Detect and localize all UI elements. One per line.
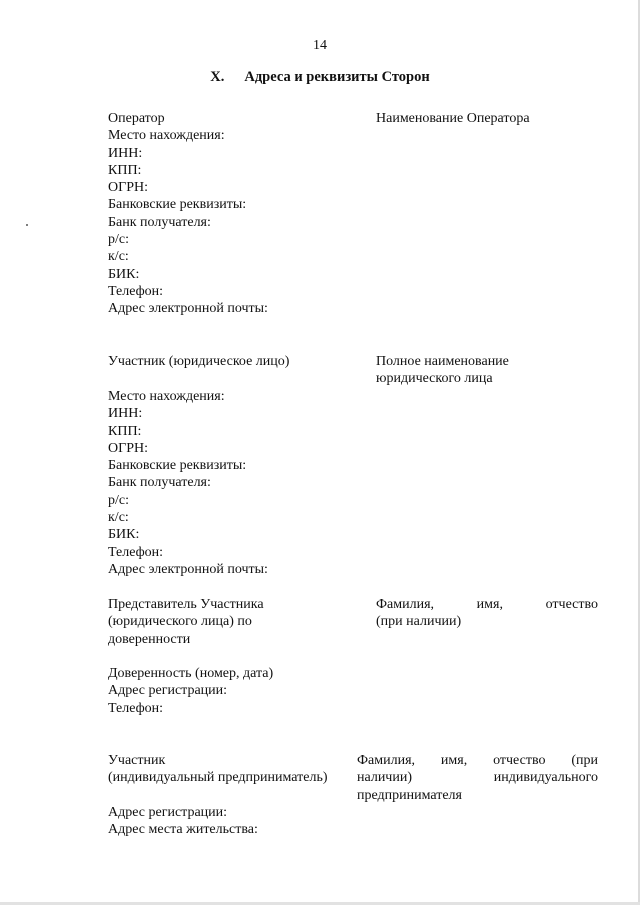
operator-field: Банк получателя: <box>108 214 211 230</box>
individual-label-line: (индивидуальный предприниматель) <box>108 770 328 786</box>
representative-block <box>108 665 353 717</box>
representative-field: Доверенность (номер, дата) <box>108 666 274 681</box>
legal-entity-label: Участник (юридическое лицо) <box>108 354 290 369</box>
operator-field: Телефон: <box>108 283 164 299</box>
individual-block <box>108 804 353 839</box>
operator-field: БИК: <box>108 266 140 282</box>
legal-entity-field: Банковские реквизиты: <box>108 458 247 474</box>
legal-entity-field: Адрес электронной почты: <box>108 561 268 577</box>
page-number: 14 <box>313 38 327 53</box>
legal-entity-field: р/с: <box>108 492 129 508</box>
section-title <box>0 69 640 86</box>
section-title-text: Адреса и реквизиты Сторон <box>244 69 430 85</box>
individual-name-placeholder <box>357 752 598 804</box>
section-number: X. <box>210 69 225 85</box>
operator-field: Адрес электронной почты: <box>108 301 268 317</box>
representative-label-line: (юридического лица) по <box>108 614 252 630</box>
representative-right-line: Фамилия, имя, отчество <box>376 597 598 612</box>
operator-field: к/с: <box>108 249 129 265</box>
operator-field: ИНН: <box>108 145 143 161</box>
operator-field: Место нахождения: <box>108 128 225 144</box>
operator-label: Оператор <box>108 111 165 126</box>
legal-entity-right-line: юридического лица <box>376 371 493 387</box>
representative-label-line: доверенности <box>108 631 191 647</box>
operator-field: КПП: <box>108 162 142 178</box>
individual-label-line: Участник <box>108 753 166 768</box>
representative-label <box>108 596 353 648</box>
operator-name-placeholder: Наименование Оператора <box>376 111 530 126</box>
operator-field: Банковские реквизиты: <box>108 197 247 213</box>
individual-field: Адрес регистрации: <box>108 805 228 820</box>
legal-entity-right-line: Полное наименование <box>376 354 509 369</box>
legal-entity-field: Телефон: <box>108 544 164 560</box>
individual-field: Адрес места жительства: <box>108 822 258 838</box>
individual-label <box>108 752 353 787</box>
legal-entity-field: ИНН: <box>108 406 143 422</box>
operator-field: ОГРН: <box>108 180 148 196</box>
individual-right-line: предпринимателя <box>357 787 462 803</box>
individual-right-line: Фамилия, имя, отчество (при <box>357 753 598 768</box>
legal-entity-field: БИК: <box>108 527 140 543</box>
legal-entity-field: Место нахождения: <box>108 389 225 404</box>
individual-right-line: наличии) индивидуального <box>357 770 598 786</box>
representative-right-line: (при наличии) <box>376 614 462 630</box>
operator-field: р/с: <box>108 232 129 248</box>
scan-speck <box>26 224 28 226</box>
legal-entity-field: Банк получателя: <box>108 475 211 491</box>
legal-entity-field: ОГРН: <box>108 440 148 456</box>
legal-entity-name-placeholder <box>376 353 509 388</box>
legal-entity-field: к/с: <box>108 510 129 526</box>
legal-entity-block <box>108 388 353 578</box>
operator-block <box>108 110 353 318</box>
representative-name-placeholder <box>376 596 598 631</box>
representative-field: Телефон: <box>108 700 164 716</box>
representative-label-line: Представитель Участника <box>108 597 264 612</box>
legal-entity-field: КПП: <box>108 423 142 439</box>
representative-field: Адрес регистрации: <box>108 683 228 699</box>
